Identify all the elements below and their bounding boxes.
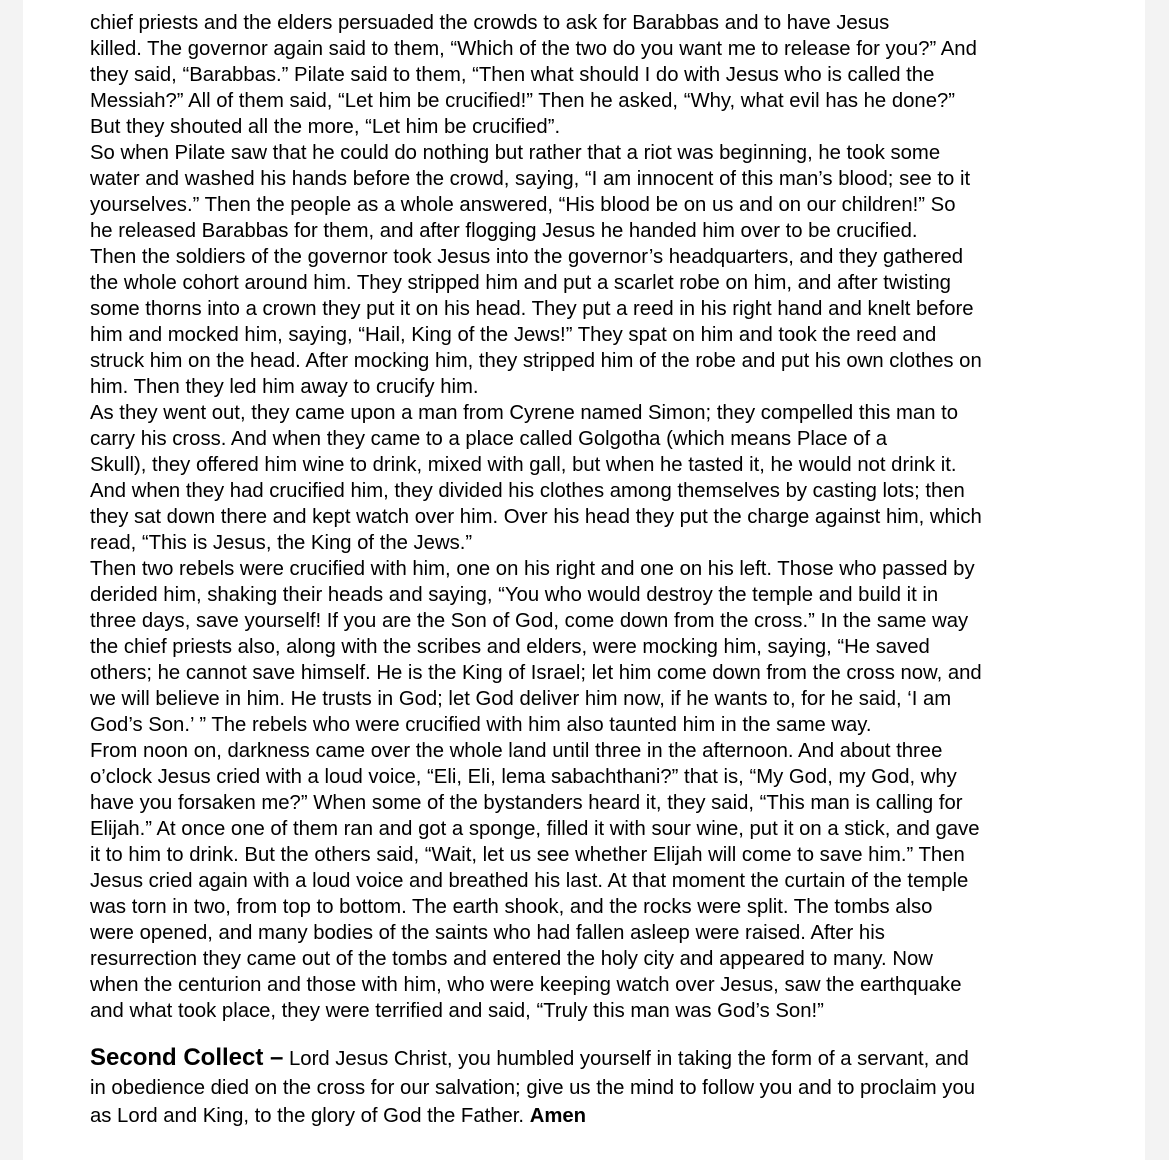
document-content: [90, 10, 1100, 1131]
document-page: [23, 0, 1145, 1160]
passage-paragraph-1: chief priests and the elders persuaded the crowds to ask for Barabbas and to have Jesus killed. The governor again said to them, “Which of the two do you want me to release for you?” And they said, “Barabbas.” Pilate said to them, “Then what should I do with Jesus who is called the Messiah?” All of them said, “Let him be crucified!” Then he asked, “Why, what evil has he done?” But they shouted all the more, “Let him be crucified”.: [90, 12, 977, 138]
collect-heading: Second Collect –: [90, 1044, 284, 1071]
passage-paragraph-2: So when Pilate saw that he could do nothing but rather that a riot was beginning, he took some water and washed his hands before the crowd, saying, “I am innocent of this man’s blood; see to it yourselves.” Then the people as a whole answered, “His blood be on us and on our children!” So he released Barabbas for them, and after flogging Jesus he handed him over to be crucified.: [90, 142, 971, 242]
passage-paragraph-6: From noon on, darkness came over the whole land until three in the afternoon. And about three o’clock Jesus cried with a loud voice, “Eli, Eli, lema sabachthani?” that is, “My God, my God, why have you forsaken me?” When some of the bystanders heard it, they said, “This man is calling for Elijah.” At once one of them ran and got a sponge, filled it with sour wine, put it on a stick, and gave it to him to drink. But the others said, “Wait, let us see whether Elijah will come to save him.” Then Jesus cried again with a loud voice and breathed his last. At that moment the curtain of the temple was torn in two, from top to bottom. The earth shook, and the rocks were split. The tombs also were opened, and many bodies of the saints who had fallen asleep were raised. After his resurrection they came out of the tombs and entered the holy city and appeared to many. Now when the centurion and those with him, who were keeping watch over Jesus, saw the earthquake and what took place, they were terrified and said, “Truly this man was God’s Son!”: [90, 740, 980, 1022]
second-collect: [90, 1044, 1100, 1131]
passage-paragraph-5: Then two rebels were crucified with him, one on his right and one on his left. Those who passed by derided him, shaking their heads and saying, “You who would destroy the temple and build it in three days, save yourself! If you are the Son of God, come down from the cross.” In the same way the chief priests also, along with the scribes and elders, were mocking him, saying, “He saved others; he cannot save himself. He is the King of Israel; let him come down from the cross now, and we will believe in him. He trusts in God; let God deliver him now, if he wants to, for he said, ‘I am God’s Son.’ ” The rebels who were crucified with him also taunted him in the same way.: [90, 558, 982, 736]
passage-paragraph-4: As they went out, they came upon a man from Cyrene named Simon; they compelled this man to carry his cross. And when they came to a place called Golgotha (which means Place of a Skull), they offered him wine to drink, mixed with gall, but when he tasted it, he would not drink it. And when they had crucified him, they divided his clothes among themselves by casting lots; then they sat down there and kept watch over him. Over his head they put the charge against him, which read, “This is Jesus, the King of the Jews.”: [90, 402, 982, 554]
passage-paragraph-3: Then the soldiers of the governor took Jesus into the governor’s headquarters, and they gathered the whole cohort around him. They stripped him and put a scarlet robe on him, and after twisting some thorns into a crown they put it on his head. They put a reed in his right hand and knelt before him and mocked him, saying, “Hail, King of the Jews!” They spat on him and took the reed and struck him on the head. After mocking him, they stripped him of the robe and put his own clothes on him. Then they led him away to crucify him.: [90, 246, 982, 398]
collect-amen: Amen: [529, 1105, 587, 1127]
collect-body: Lord Jesus Christ, you humbled yourself in taking the form of a servant, and in obedience died on the cross for our salvation; give us the mind to follow you and to proclaim you as Lord and King, to the glory of God the Father.: [90, 1048, 975, 1127]
